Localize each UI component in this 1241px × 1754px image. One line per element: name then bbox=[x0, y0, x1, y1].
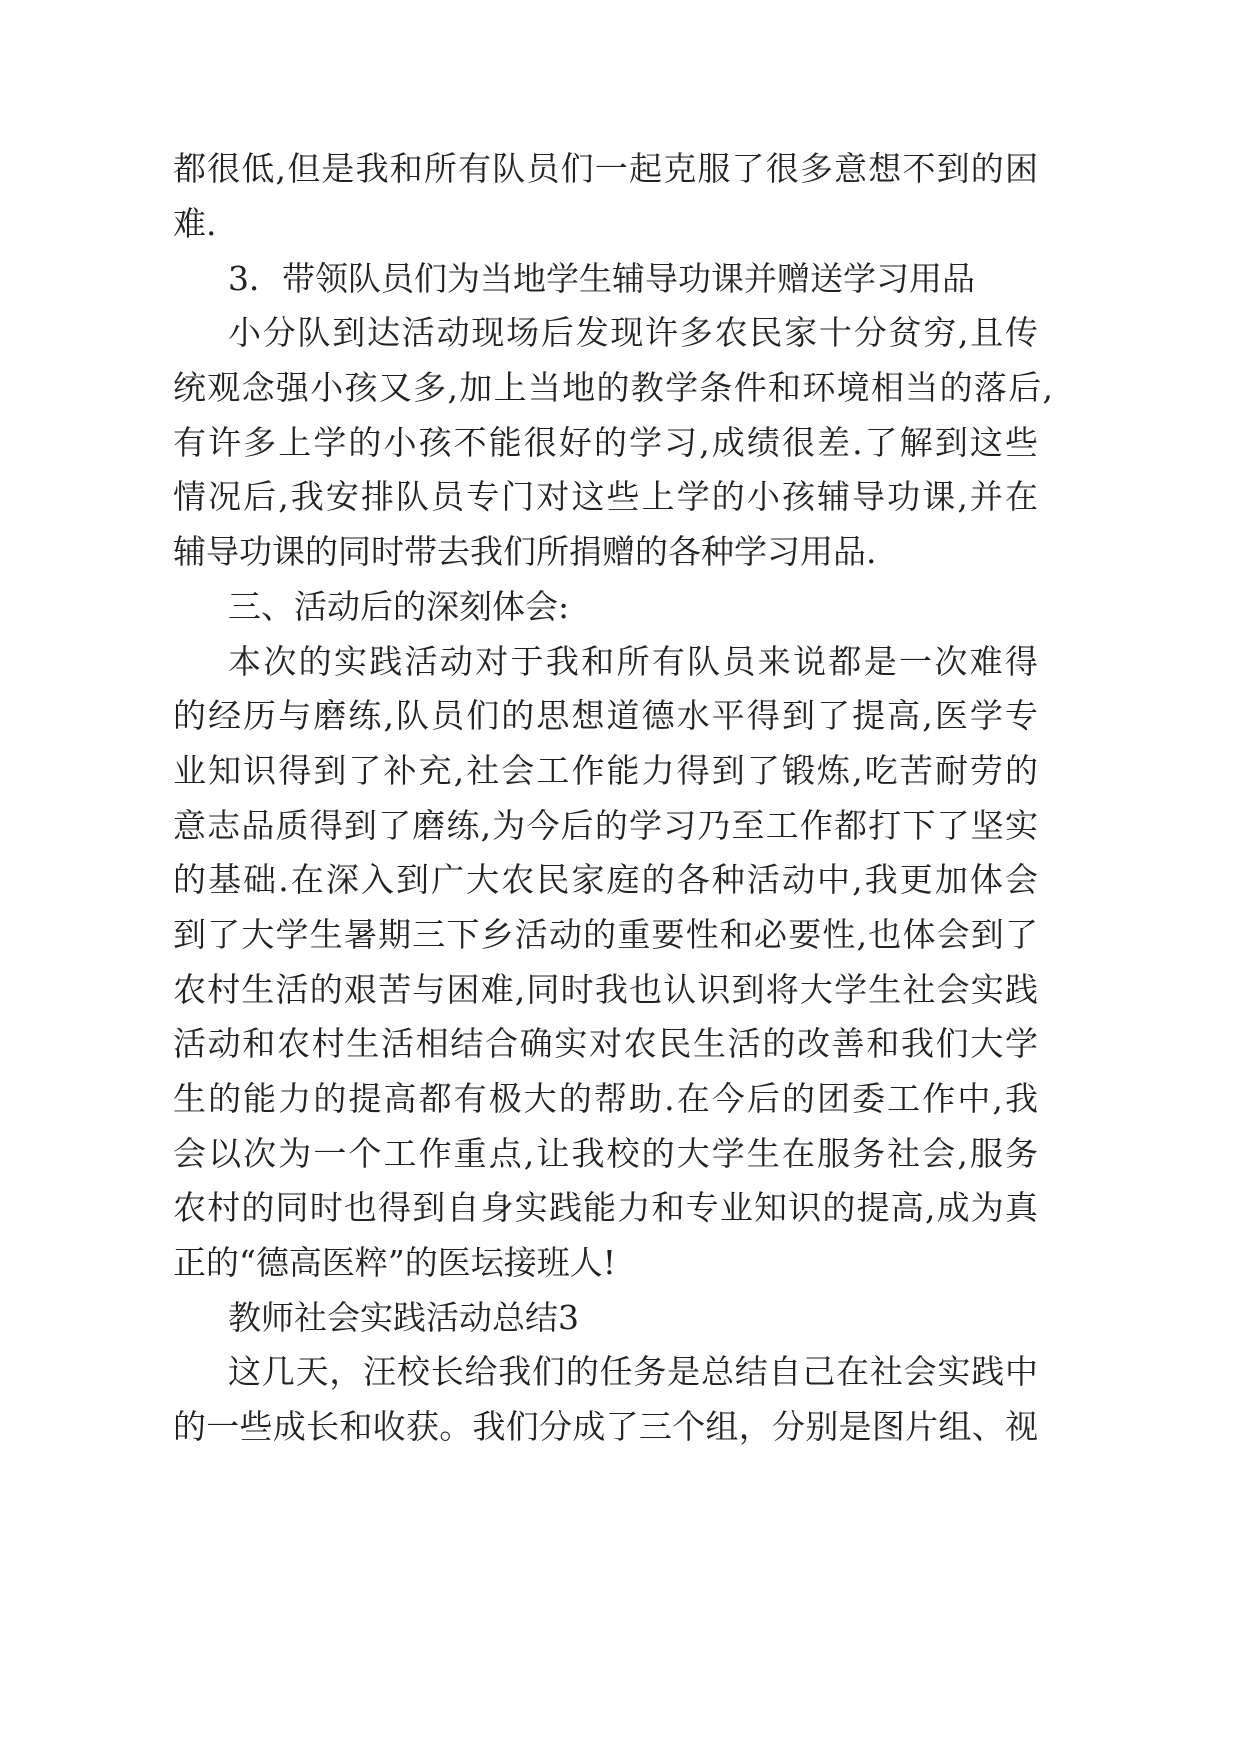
text-line-6: 有许多上学的小孩不能很好的学习,成绩很差.了解到这些 bbox=[173, 423, 1038, 462]
text-line-2: 难. bbox=[173, 204, 217, 243]
text-line-11: 的经历与磨练,队员们的思想道德水平得到了提高,医学专 bbox=[173, 696, 1038, 735]
text-line-21: 正的“德高医粹”的医坛接班人! bbox=[173, 1243, 617, 1282]
text-line-15: 到了大学生暑期三下乡活动的重要性和必要性,也体会到了 bbox=[173, 915, 1038, 954]
text-line-3: 3．带领队员们为当地学生辅导功课并赠送学习用品 bbox=[228, 259, 975, 298]
text-line-1: 都很低,但是我和所有队员们一起克服了很多意想不到的困 bbox=[173, 149, 1038, 188]
text-line-17: 活动和农村生活相结合确实对农民生活的改善和我们大学 bbox=[173, 1024, 1038, 1063]
text-line-20: 农村的同时也得到自身实践能力和专业知识的提高,成为真 bbox=[173, 1188, 1038, 1227]
section-heading: 三、活动后的深刻体会: bbox=[228, 587, 570, 626]
text-line-5: 统观念强小孩又多,加上当地的教学条件和环境相当的落后, bbox=[173, 368, 1053, 407]
text-line-8: 辅导功课的同时带去我们所捐赠的各种学习用品. bbox=[173, 532, 877, 571]
text-line-24: 的一些成长和收获。我们分成了三个组，分别是图片组、视 bbox=[173, 1407, 1038, 1446]
text-line-18: 生的能力的提高都有极大的帮助.在今后的团委工作中,我 bbox=[173, 1079, 1038, 1118]
text-line-23: 这几天，汪校长给我们的任务是总结自己在社会实践中 bbox=[228, 1352, 1038, 1391]
text-line-14: 的基础.在深入到广大农民家庭的各种活动中,我更加体会 bbox=[173, 860, 1038, 899]
text-line-12: 业知识得到了补充,社会工作能力得到了锻炼,吃苦耐劳的 bbox=[173, 751, 1038, 790]
text-line-16: 农村生活的艰苦与困难,同时我也认识到将大学生社会实践 bbox=[173, 970, 1038, 1009]
text-line-10: 本次的实践活动对于我和所有队员来说都是一次难得 bbox=[228, 642, 1038, 681]
text-line-13: 意志品质得到了磨练,为今后的学习乃至工作都打下了坚实 bbox=[173, 806, 1038, 845]
text-line-4: 小分队到达活动现场后发现许多农民家十分贫穷,且传 bbox=[228, 313, 1038, 352]
article-title: 教师社会实践活动总结3 bbox=[228, 1298, 579, 1337]
text-line-19: 会以次为一个工作重点,让我校的大学生在服务社会,服务 bbox=[173, 1134, 1038, 1173]
text-line-7: 情况后,我安排队员专门对这些上学的小孩辅导功课,并在 bbox=[173, 477, 1038, 516]
